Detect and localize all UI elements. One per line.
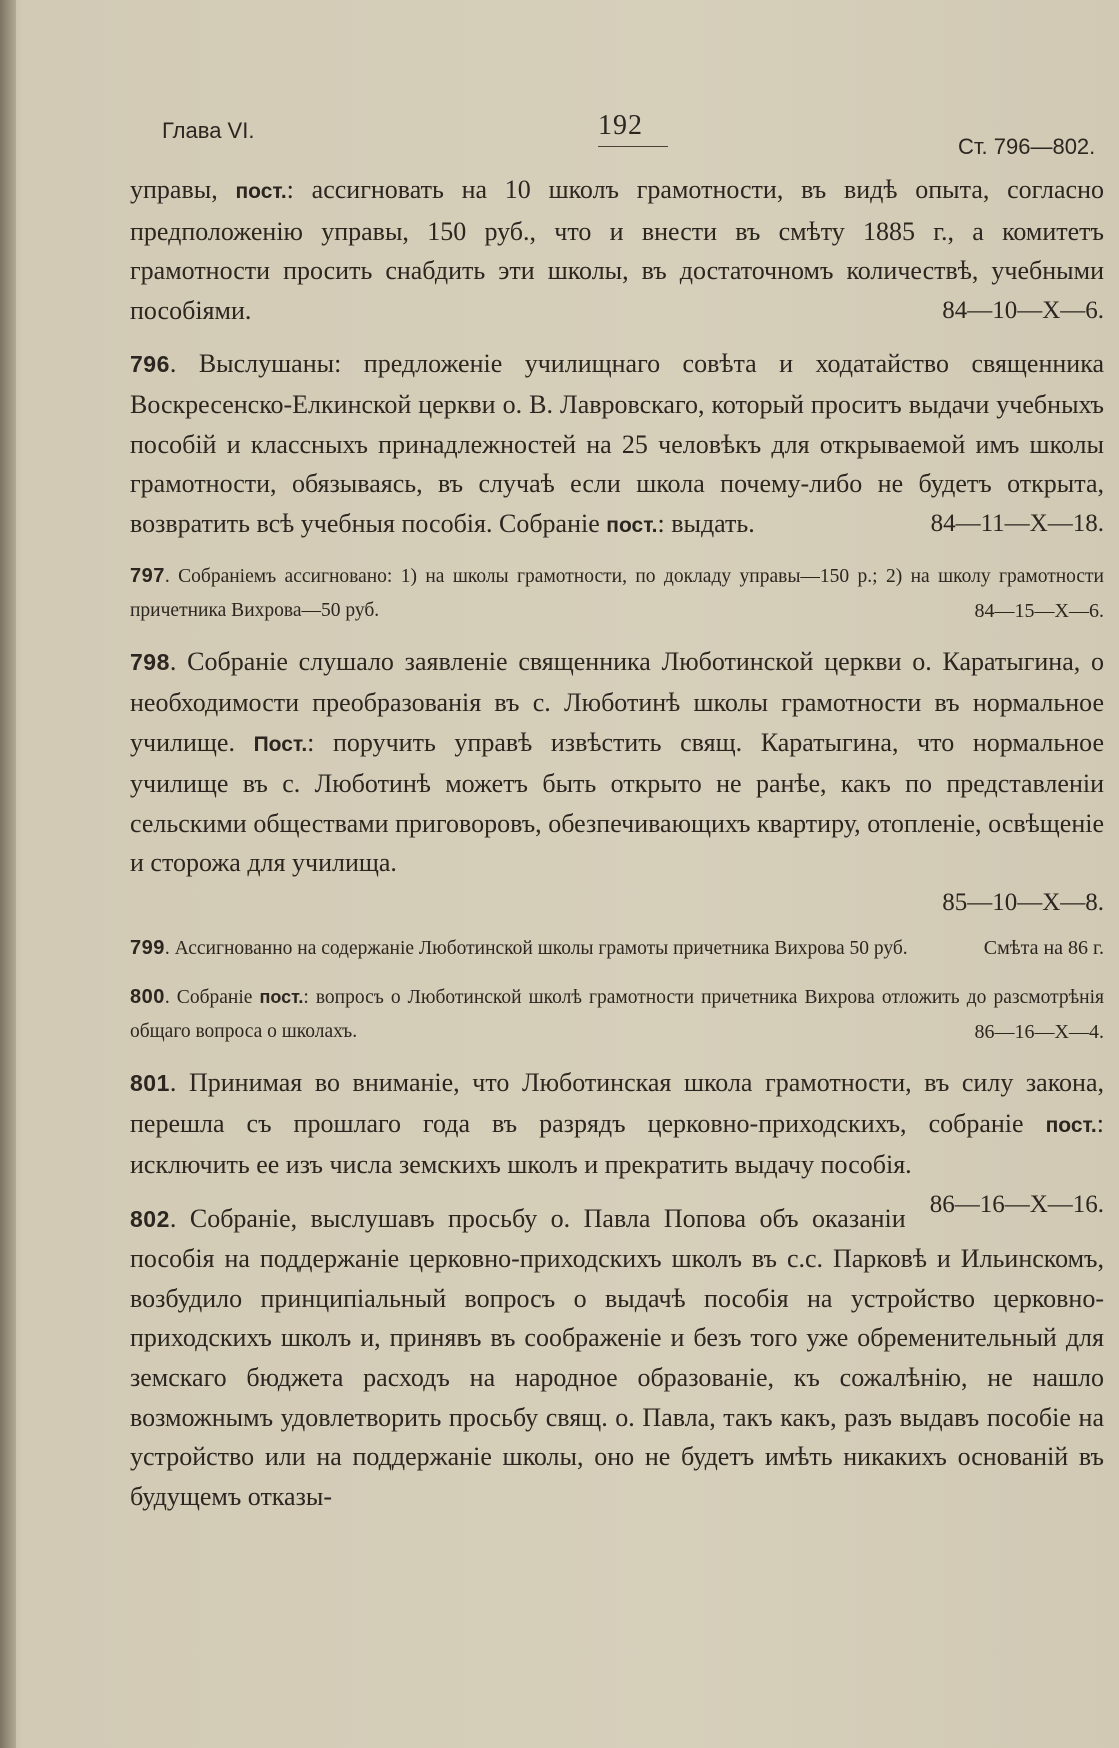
resolution-marker: пост. [235,180,287,203]
article-range: Ст. 796—802. [958,134,1096,159]
running-header [0,110,1119,160]
article-number: 801 [130,1069,170,1096]
source-reference: 84—10—X—6. [942,296,1104,324]
resolution-marker: пост. [259,986,304,1007]
paragraph-continuation [130,170,1104,330]
source-reference: 85—10—X—8. [942,888,1104,916]
paragraph-800 [130,980,1104,1049]
paragraph-797 [130,559,1104,628]
text-run: : выдать. [657,508,755,538]
article-number: 799 [130,936,165,959]
text-run: . Собраніемъ ассигновано: 1) на школы грамотности, по докладу управы—150 р.; 2) на школу грамотности причетника Вихрова—50 руб. [130,566,1104,622]
text-run: . Принимая во вниманіе, что Люботинская школа грамотности, въ силу закона, перешла съ прошлаго года въ разрядъ церковно-приходскихъ, собраніе [130,1067,1104,1138]
text-run: : поручить управѣ извѣстить свящ. Каратыгина, что нормальное училище въ с. Люботинѣ можетъ быть открыто не ранѣе, какъ по представленіи сельскими обществами приговоровъ, обезпечивающихъ квартиру, отопленіе, освѣщеніе и сторожа для училища. [130,727,1104,878]
page-body [130,170,1104,1516]
text-run: . Собраніе [164,986,260,1008]
text-run: . Собраніе, выслушавъ просьбу о. Павла Попова объ оказаніи пособія на поддержаніе церковно-приходскихъ школъ въ с.с. Парковѣ и Ильинскомъ, возбудило принципіальный вопросъ о выдачѣ пособія на устройство церковно-приходскихъ школъ и, принявъ въ соображеніе и безъ того уже обременительный для земскаго бюджета расходъ на народное образованіе, къ сожалѣнію, не нашло возможнымъ удовлетворить просьбу свящ. о. Павла, такъ какъ, разъ выдавъ пособіе на устройство или на поддержаніе школы, оно не будетъ имѣть никакихъ основаній въ будущемъ отказы- [130,1203,1104,1511]
article-number: 796 [130,351,170,378]
text-run: : ассигновать на 10 школъ грамотности, въ видѣ опыта, согласно предположенію управы, 150 руб., что и внести въ смѣту 1885 г., а комитетъ грамотности просить снабдить эти школы, въ достаточномъ количествѣ, учебными пособіями. [130,175,1104,325]
text-run: управы, [130,175,236,204]
paragraph-796 [130,344,1104,545]
source-reference: 84—11—X—18. [930,509,1104,537]
source-reference: 84—15—X—6. [974,600,1104,623]
source-reference: Смѣта на 86 г. [983,936,1104,959]
resolution-marker: пост. [606,513,658,537]
page-number-rule [598,146,668,147]
source-reference: 86—16—X—4. [974,1020,1104,1043]
paragraph-799 [130,931,1104,966]
article-number: 798 [130,649,170,676]
book-spine-edge [0,0,16,1748]
chapter-label: Глава VI. [162,118,255,143]
article-number: 797 [130,565,165,588]
resolution-marker: Пост. [253,732,308,756]
source-reference: 86—16—X—16. [929,1190,1104,1218]
text-run: . Ассигнованно на содержаніе Люботинской школы грамоты причетника Вихрова 50 руб. [164,937,908,959]
text-run: : вопросъ о Люботинской школѣ грамотности причетника Вихрова отложить до разсмотрѣнія общаго вопроса о школахъ. [130,986,1104,1042]
page-number: 192 [598,110,643,141]
paragraph-802 [130,1199,1104,1517]
paragraph-801 [130,1063,1104,1218]
article-number: 800 [130,985,165,1008]
text-run: . Выслушаны: предложеніе училищнаго совѣта и ходатайство священника Воскресенско-Елкинской церкви о. В. Лавровскаго, который проситъ выдачи учебныхъ пособій и классныхъ принадлежностей на 25 человѣкъ для открываемой имъ школы грамотности, обязываясь, въ случаѣ если школа почему-либо не будетъ открыта, возвратить всѣ учебныя пособія. Собраніе [130,349,1104,538]
article-number: 802 [130,1205,170,1232]
resolution-marker: пост. [1045,1113,1097,1137]
text-run: . Собраніе слушало заявленіе священника Люботинской церкви о. Каратыгина, о необходимости преобразованія въ с. Люботинѣ школы грамотности въ нормальное училище. [130,647,1104,757]
paragraph-798 [130,642,1104,883]
text-run: : исключить ее изъ числа земскихъ школъ и прекратить выдачу пособія. [130,1108,1104,1180]
